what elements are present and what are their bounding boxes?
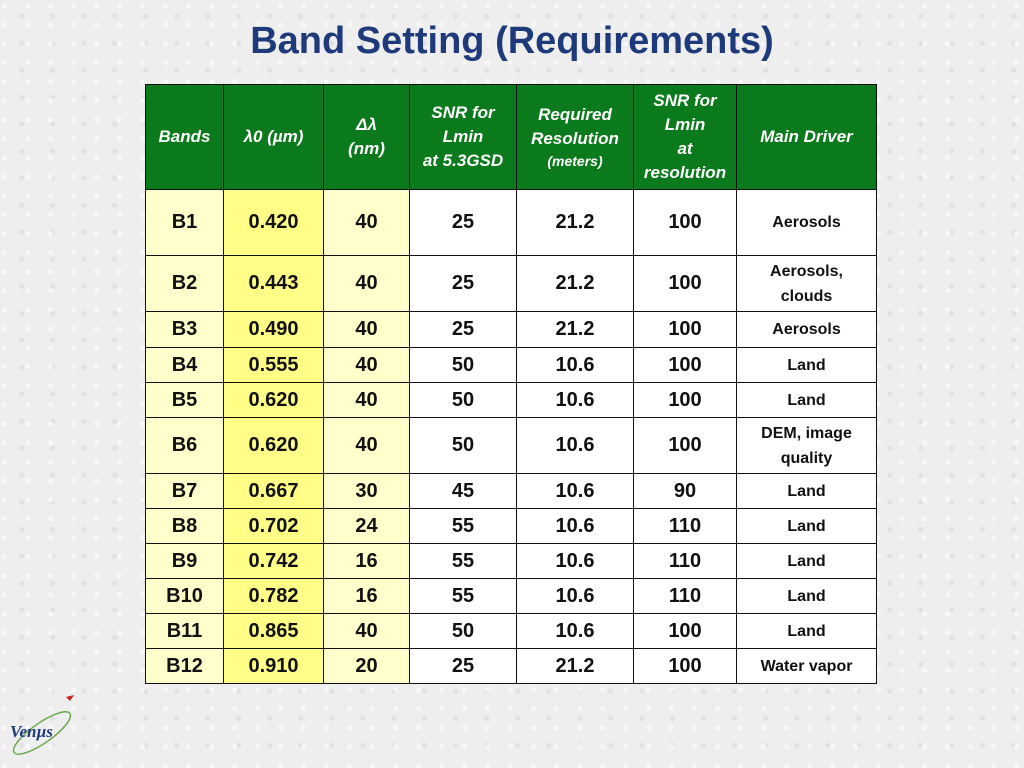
cell-snr: 45 <box>410 474 517 509</box>
cell-snr: 25 <box>410 256 517 312</box>
cell-resolution: 10.6 <box>517 509 634 544</box>
cell-driver: Land <box>737 348 877 383</box>
cell-band: B11 <box>146 614 224 649</box>
cell-band: B9 <box>146 544 224 579</box>
cell-resolution: 21.2 <box>517 190 634 256</box>
header-snr-5-3gsd <box>410 85 517 190</box>
table-row <box>146 383 877 418</box>
header-snr1-line1: SNR for <box>431 103 495 122</box>
table-row <box>146 649 877 684</box>
cell-snr: 55 <box>410 579 517 614</box>
cell-driver: Land <box>737 614 877 649</box>
header-snr-resolution <box>634 85 737 190</box>
table-header-row <box>146 85 877 190</box>
cell-lambda: 0.865 <box>224 614 324 649</box>
header-res-line3: (meters) <box>547 153 603 169</box>
cell-band: B1 <box>146 190 224 256</box>
cell-snr-resolution: 100 <box>634 418 737 474</box>
header-required-resolution <box>517 85 634 190</box>
cell-resolution: 21.2 <box>517 256 634 312</box>
cell-snr: 55 <box>410 544 517 579</box>
table-row <box>146 256 877 312</box>
cell-snr: 50 <box>410 383 517 418</box>
cell-delta-lambda: 16 <box>324 579 410 614</box>
cell-lambda: 0.420 <box>224 190 324 256</box>
band-settings-table <box>145 84 877 684</box>
cell-snr: 25 <box>410 190 517 256</box>
cell-lambda: 0.667 <box>224 474 324 509</box>
cell-delta-lambda: 20 <box>324 649 410 684</box>
cell-delta-lambda: 40 <box>324 348 410 383</box>
cell-snr: 50 <box>410 348 517 383</box>
cell-band: B6 <box>146 418 224 474</box>
header-res-line2: Resolution <box>531 129 619 148</box>
cell-driver: Land <box>737 579 877 614</box>
header-snr1-line2: Lmin <box>442 127 484 146</box>
cell-driver: Water vapor <box>737 649 877 684</box>
cell-delta-lambda: 40 <box>324 312 410 348</box>
cell-snr: 25 <box>410 312 517 348</box>
cell-band: B5 <box>146 383 224 418</box>
table-row <box>146 312 877 348</box>
cell-snr-resolution: 100 <box>634 649 737 684</box>
cell-band: B2 <box>146 256 224 312</box>
cell-delta-lambda: 40 <box>324 256 410 312</box>
cell-snr-resolution: 110 <box>634 509 737 544</box>
cell-snr-resolution: 100 <box>634 383 737 418</box>
cell-resolution: 21.2 <box>517 312 634 348</box>
cell-band: B7 <box>146 474 224 509</box>
cell-delta-lambda: 16 <box>324 544 410 579</box>
header-snr1-line3: at 5.3GSD <box>422 151 504 170</box>
cell-lambda: 0.490 <box>224 312 324 348</box>
table-row <box>146 509 877 544</box>
cell-snr-resolution: 100 <box>634 190 737 256</box>
cell-resolution: 10.6 <box>517 383 634 418</box>
header-lambda: λ0 (µm) <box>224 85 324 190</box>
cell-snr: 55 <box>410 509 517 544</box>
table-row <box>146 418 877 474</box>
cell-delta-lambda: 40 <box>324 383 410 418</box>
header-main-driver: Main Driver <box>737 85 877 190</box>
cell-lambda: 0.742 <box>224 544 324 579</box>
cell-driver: Land <box>737 544 877 579</box>
cell-driver: Aerosols <box>737 190 877 256</box>
cell-snr: 25 <box>410 649 517 684</box>
cell-driver: Land <box>737 383 877 418</box>
cell-lambda: 0.782 <box>224 579 324 614</box>
header-delta-lambda-line1: Δλ <box>356 115 377 134</box>
table-row <box>146 190 877 256</box>
cell-delta-lambda: 40 <box>324 190 410 256</box>
header-snr2-line1: SNR for <box>653 91 717 110</box>
cell-resolution: 10.6 <box>517 418 634 474</box>
cell-driver: Land <box>737 509 877 544</box>
logo-text: Venµs <box>10 722 53 741</box>
cell-lambda: 0.702 <box>224 509 324 544</box>
table-row <box>146 579 877 614</box>
cell-resolution: 21.2 <box>517 649 634 684</box>
table-row <box>146 474 877 509</box>
cell-lambda: 0.620 <box>224 418 324 474</box>
cell-resolution: 10.6 <box>517 348 634 383</box>
header-bands: Bands <box>146 85 224 190</box>
cell-lambda: 0.555 <box>224 348 324 383</box>
header-snr2-line4: resolution <box>643 163 727 182</box>
cell-snr-resolution: 100 <box>634 256 737 312</box>
cell-resolution: 10.6 <box>517 614 634 649</box>
cell-driver: Land <box>737 474 877 509</box>
cell-lambda: 0.620 <box>224 383 324 418</box>
table-row <box>146 614 877 649</box>
table-row <box>146 544 877 579</box>
cell-delta-lambda: 24 <box>324 509 410 544</box>
cell-resolution: 10.6 <box>517 544 634 579</box>
cell-lambda: 0.910 <box>224 649 324 684</box>
cell-resolution: 10.6 <box>517 474 634 509</box>
cell-resolution: 10.6 <box>517 579 634 614</box>
cell-snr: 50 <box>410 614 517 649</box>
cell-snr-resolution: 110 <box>634 544 737 579</box>
cell-driver: Aerosols <box>737 312 877 348</box>
logo-arrow-icon <box>66 695 74 701</box>
cell-delta-lambda: 30 <box>324 474 410 509</box>
cell-band: B10 <box>146 579 224 614</box>
cell-snr: 50 <box>410 418 517 474</box>
cell-band: B8 <box>146 509 224 544</box>
cell-delta-lambda: 40 <box>324 614 410 649</box>
header-delta-lambda <box>324 85 410 190</box>
table-row <box>146 348 877 383</box>
page-title: Band Setting (Requirements) <box>250 20 774 62</box>
table-body <box>146 190 877 684</box>
cell-lambda: 0.443 <box>224 256 324 312</box>
cell-snr-resolution: 110 <box>634 579 737 614</box>
cell-snr-resolution: 100 <box>634 614 737 649</box>
cell-delta-lambda: 40 <box>324 418 410 474</box>
cell-snr-resolution: 100 <box>634 312 737 348</box>
cell-band: B12 <box>146 649 224 684</box>
cell-driver: DEM, image quality <box>737 418 877 474</box>
cell-driver: Aerosols, clouds <box>737 256 877 312</box>
header-delta-lambda-line2: (nm) <box>348 139 385 158</box>
cell-snr-resolution: 100 <box>634 348 737 383</box>
cell-band: B4 <box>146 348 224 383</box>
venus-logo <box>4 685 84 765</box>
cell-snr-resolution: 90 <box>634 474 737 509</box>
header-res-line1: Required <box>538 105 612 124</box>
header-snr2-line3: at <box>677 139 693 158</box>
header-snr2-line2: Lmin <box>664 115 706 134</box>
cell-band: B3 <box>146 312 224 348</box>
